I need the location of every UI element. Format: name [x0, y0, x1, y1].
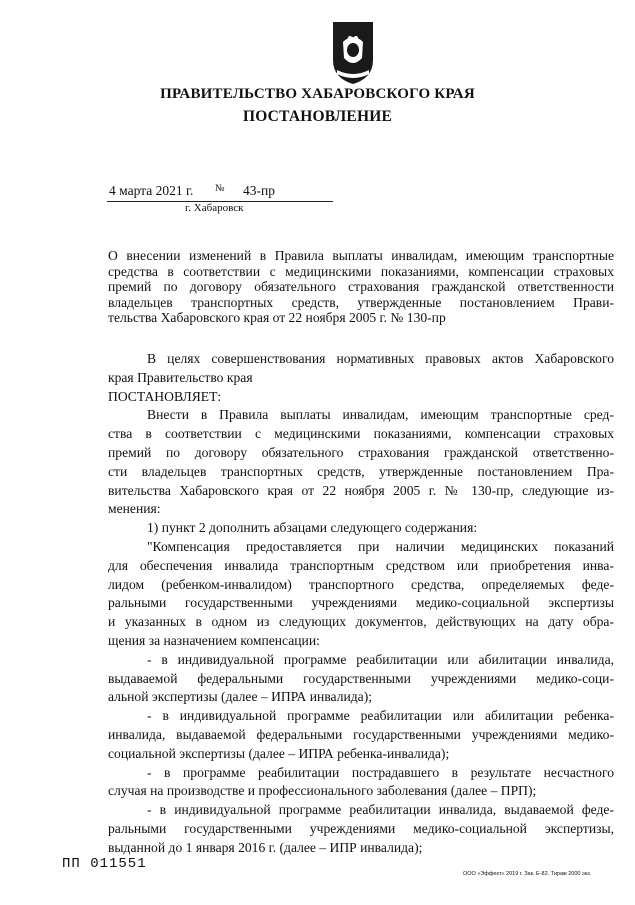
body-line: менения:	[108, 501, 161, 517]
organization-title: ПРАВИТЕЛЬСТВО ХАБАРОВСКОГО КРАЯ	[160, 86, 475, 102]
body-line: для обеспечения инвалида транспортным средством или приобретения инва-	[108, 557, 614, 573]
form-code: ПП 011551	[62, 856, 147, 872]
body-line: ральными государственными учреждениями медико-социальной экспертизы	[108, 595, 614, 611]
body-line: социальной экспертизы (далее – ИПРА ребенка-инвалида);	[108, 745, 450, 761]
body-line: - в индивидуальной программе реабилитации или абилитации инвалида,	[147, 651, 614, 667]
body-line: ства в соответствии с медицинскими показаниями, компенсации страховых	[108, 426, 614, 442]
number-sign: №	[215, 183, 225, 194]
body-line: инвалида, выдаваемой федеральными государственными учреждениями медико-	[108, 726, 614, 742]
title-line: владельцев транспортных средств, утвержденные постановлением Прави-	[108, 294, 614, 310]
body-line: - в индивидуальной программе реабилитации или абилитации ребенка-	[147, 708, 614, 724]
title-line: О внесении изменений в Правила выплаты инвалидам, имеющим транспортные	[108, 248, 614, 263]
document-title	[108, 248, 614, 326]
body-line: сти владельцев транспортных средств, утвержденные постановлением Пра-	[108, 463, 614, 479]
city: г. Хабаровск	[185, 202, 244, 214]
body-line: 1) пункт 2 дополнить абзацами следующего содержания:	[147, 520, 478, 536]
body-line: и указанных в одном из следующих документов, действующих на дату обра-	[108, 614, 614, 630]
title-line: средства в соответствии с медицинскими показаниями, компенсации страховых	[108, 263, 614, 279]
body-line: альной экспертизы (далее – ИПРА инвалида);	[108, 689, 373, 705]
title-line: тельства Хабаровского края от 22 ноября 2005 г. № 130-пр	[108, 310, 446, 326]
body-line: Внести в Правила выплаты инвалидам, имеющим транспортные сред-	[147, 407, 614, 423]
body-line: случая на производстве и профессионального заболевания (далее – ПРП);	[108, 783, 537, 799]
document-date: 4 марта 2021 г.	[109, 183, 194, 198]
body-line: В целях совершенствования нормативных правовых актов Хабаровского	[147, 351, 614, 366]
title-line: премий по договору обязательного страхования гражданской ответственности	[108, 279, 614, 295]
body-line: выданной до 1 января 2016 г. (далее – ИПР инвалида);	[108, 839, 423, 855]
body-line: края Правительство края	[108, 369, 253, 385]
document-type: ПОСТАНОВЛЕНИЕ	[242, 108, 393, 125]
document-number: 43-пр	[243, 183, 275, 198]
body-line: - в индивидуальной программе реабилитации инвалида, выдаваемой феде-	[147, 802, 614, 818]
body-line: выдаваемой федеральными государственными учреждениями медико-соци-	[108, 670, 614, 686]
body-line-resolves: ПОСТАНОВЛЯЕТ:	[108, 388, 222, 404]
document-body	[108, 350, 614, 858]
body-line: лидом (ребенком-инвалидом) транспортного средства, определяемых феде-	[108, 576, 614, 592]
body-line: - в программе реабилитации пострадавшего в результате несчастного	[147, 764, 614, 780]
body-line: ральными государственными учреждениями медико-социальной экспертизы,	[108, 820, 614, 836]
coat-of-arms-icon	[329, 20, 377, 86]
body-line: премий по договору обязательного страхования гражданской ответственно-	[108, 444, 614, 460]
print-info: ООО «Эффект» 2019 г. Зак. Е-82. Тираж 2000 экз.	[463, 871, 592, 877]
body-line: "Компенсация предоставляется при наличии медицинских показаний	[147, 538, 614, 554]
body-line: вительства Хабаровского края от 22 ноября 2005 г. № 130-пр, следующие из-	[108, 482, 614, 498]
date-number-line	[107, 182, 333, 202]
body-line: щения за назначением компенсации:	[108, 632, 320, 648]
